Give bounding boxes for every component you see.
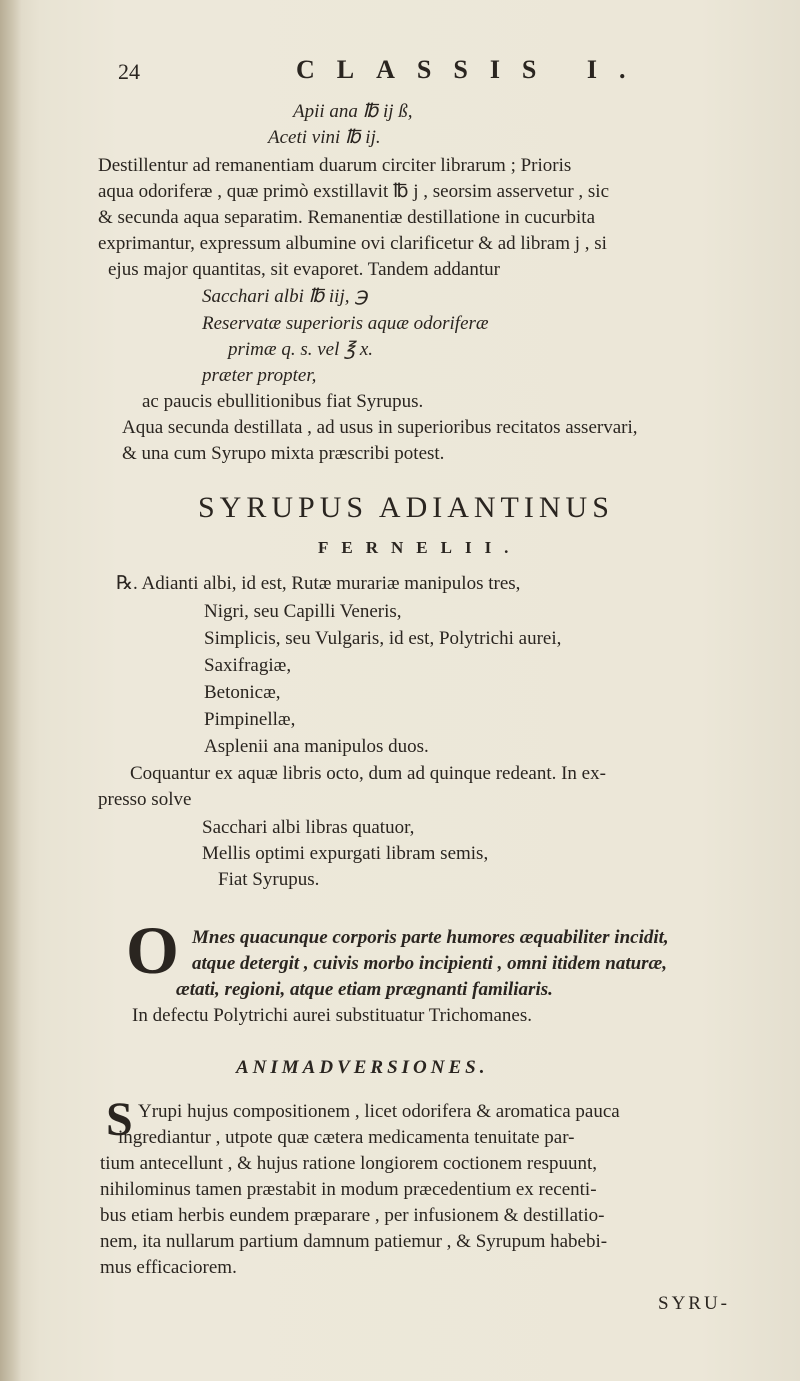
recipe-line: Sacchari albi libras quatuor, xyxy=(202,817,415,838)
drop-cap-o: O xyxy=(126,912,179,988)
recipe-line: Asplenii ana manipulos duos. xyxy=(204,736,429,757)
animadversiones-heading: ANIMADVERSIONES. xyxy=(236,1057,489,1078)
recipe-line: Saxifragiæ, xyxy=(204,655,292,676)
recipe-line: Reservatæ superioris aquæ odoriferæ xyxy=(202,313,489,334)
text-line: ejus major quantitas, sit evaporet. Tandem addantur xyxy=(108,259,500,280)
text-line: & secunda aqua separatim. Remanentiæ destillatione in cucurbita xyxy=(98,207,596,228)
recipe-line: Betonicæ, xyxy=(204,682,281,703)
text-line: presso solve xyxy=(98,789,192,810)
text-line: Mnes quacunque corporis parte humores æquabiliter incidit, xyxy=(192,927,669,948)
recipe-line: Mellis optimi expurgati libram semis, xyxy=(202,843,489,864)
text-line: mus efficaciorem. xyxy=(100,1257,237,1278)
section-title: SYRUPUS ADIANTINUS xyxy=(198,491,614,524)
recipe-line: Sacchari albi ℔ iij, ℈ xyxy=(202,286,368,307)
catchword: SYRU- xyxy=(658,1293,731,1314)
text-line: exprimantur, expressum albumine ovi clarificetur & ad libram j , si xyxy=(98,233,607,254)
text-line: Aqua secunda destillata , ad usus in superioribus recitatos asservari, xyxy=(122,417,638,438)
text-line: bus etiam herbis eundem præparare , per infusionem & destillatio- xyxy=(100,1205,605,1226)
recipe-line: præter propter, xyxy=(202,365,317,386)
recipe-line: Simplicis, seu Vulgaris, id est, Polytrichi aurei, xyxy=(204,628,562,649)
text-line: tium antecellunt , & hujus ratione longiorem coctionem respuunt, xyxy=(100,1153,598,1174)
page-gutter xyxy=(0,0,22,1381)
text-line: aqua odoriferæ , quæ primò exstillavit ℔ j , seorsim asservetur , sic xyxy=(98,181,610,202)
text-line: ætati, regioni, atque etiam prægnanti familiaris. xyxy=(176,979,553,1000)
text-line: atque detergit , cuivis morbo incipienti , omni itidem naturæ, xyxy=(192,953,668,974)
recipe-line: Apii ana ℔ ij ß, xyxy=(293,101,413,122)
recipe-line: Pimpinellæ, xyxy=(204,709,296,730)
recipe-line: Nigri, seu Capilli Veneris, xyxy=(204,601,402,622)
text-line: ac paucis ebullitionibus fiat Syrupus. xyxy=(142,391,424,412)
recipe-line: Aceti vini ℔ ij. xyxy=(268,127,381,148)
text-line: Coquantur ex aquæ libris octo, dum ad quinque redeant. In ex- xyxy=(130,763,606,784)
text-line: & una cum Syrupo mixta præscribi potest. xyxy=(122,443,445,464)
text-line: nihilominus tamen præstabit in modum præcedentium ex recenti- xyxy=(100,1179,597,1200)
recipe-line: primæ q. s. vel ℥ x. xyxy=(228,339,374,360)
drop-cap-s: S xyxy=(106,1093,133,1146)
text-line: Yrupi hujus compositionem , licet odorifera & aromatica pauca xyxy=(138,1101,620,1122)
text-line: nem, ita nullarum partium damnum patiemur , & Syrupum habebi- xyxy=(100,1231,608,1252)
text-line: ingrediantur , utpote quæ cætera medicamenta tenuitate par- xyxy=(118,1127,575,1148)
page-number: 24 xyxy=(118,59,140,84)
running-title: CLASSIS I. xyxy=(296,55,648,84)
recipe-line: ℞. Adianti albi, id est, Rutæ murariæ manipulos tres, xyxy=(116,573,521,594)
text-line: Destillentur ad remanentiam duarum circiter librarum ; Prioris xyxy=(98,155,572,176)
section-subtitle: FERNELII. xyxy=(318,538,522,557)
text-line: In defectu Polytrichi aurei substituatur Trichomanes. xyxy=(132,1005,532,1026)
recipe-line: Fiat Syrupus. xyxy=(218,869,320,890)
